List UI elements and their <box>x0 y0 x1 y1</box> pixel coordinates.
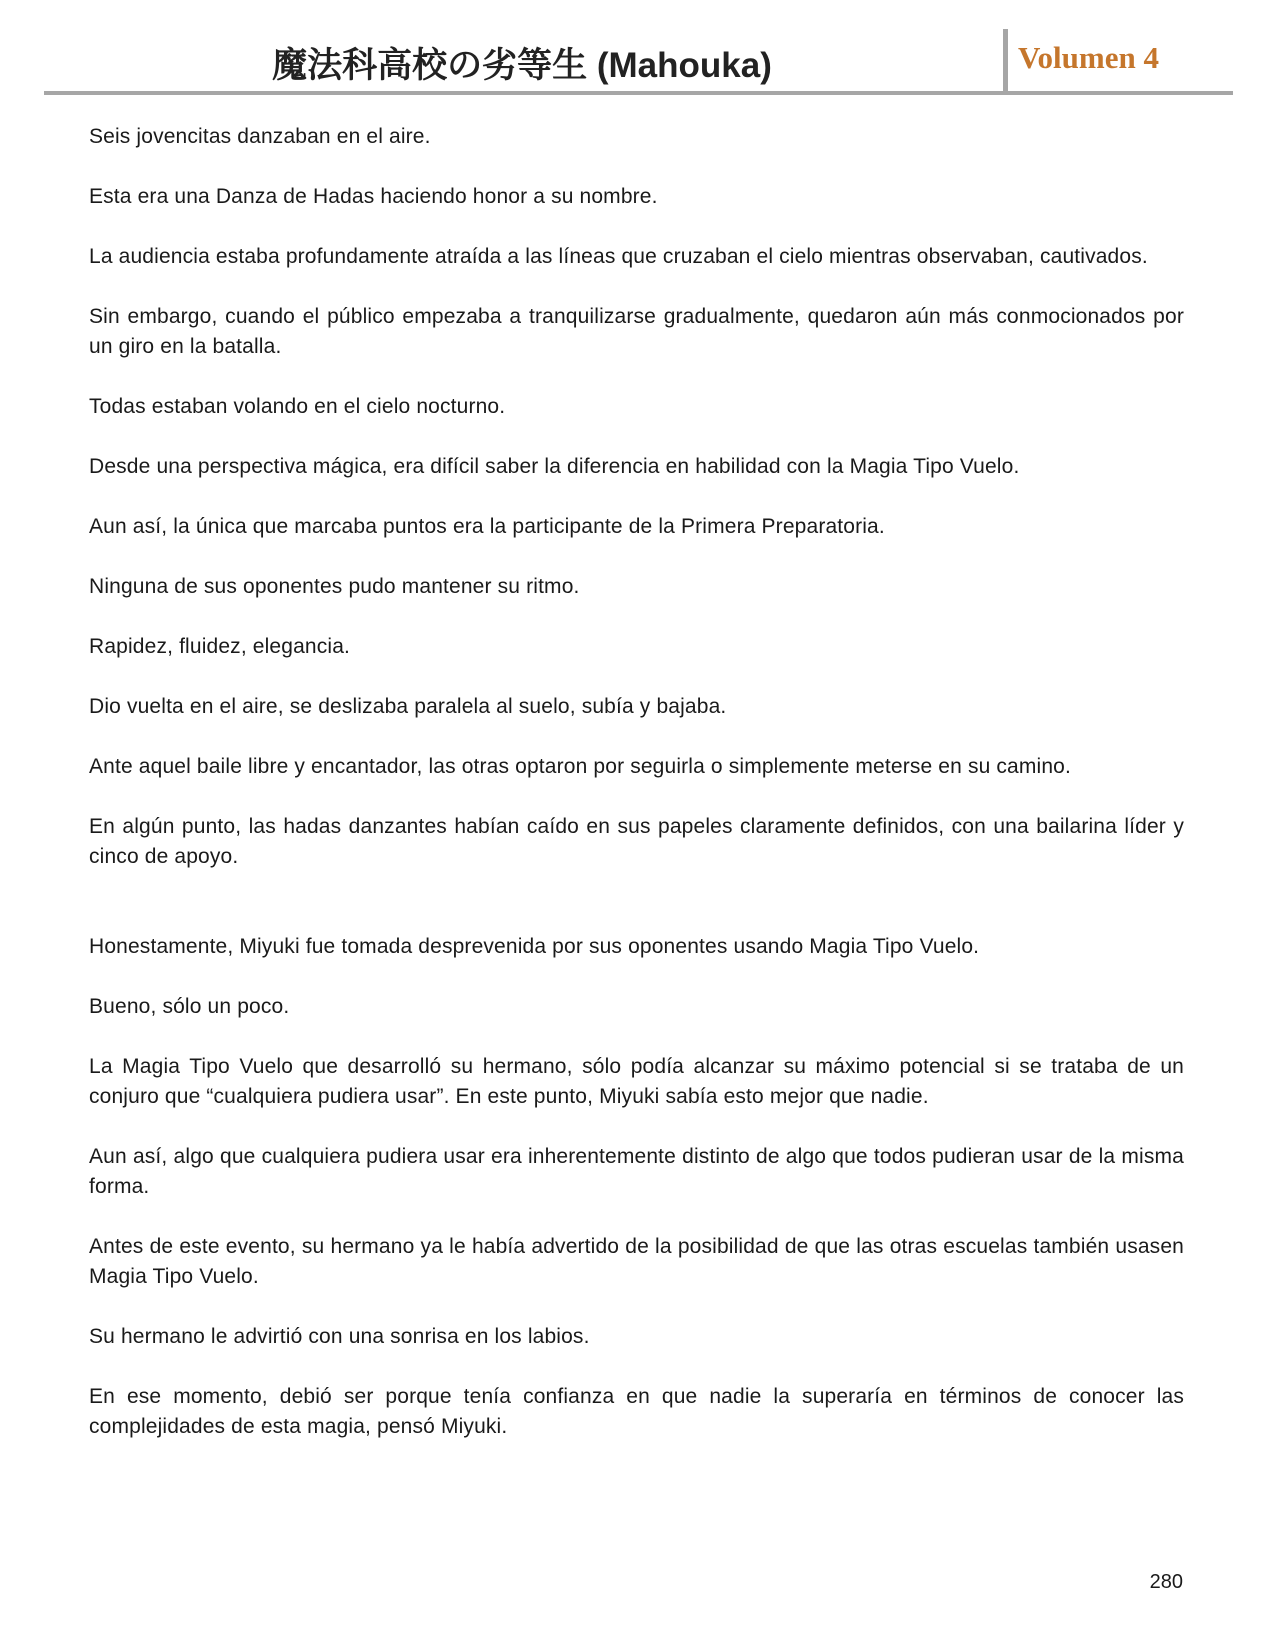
paragraph: Esta era una Danza de Hadas haciendo honor a su nombre. <box>89 185 658 208</box>
paragraph: La Magia Tipo Vuelo que desarrolló su hermano, sólo podía alcanzar su máximo potencial si se trataba de un conjuro que “cualquiera pudiera usar”. En este punto, Miyuki sabía esto mejor que nadie. <box>89 1055 1184 1108</box>
book-title: 魔法科高校の劣等生 (Mahouka) <box>272 46 772 85</box>
page-header <box>0 0 1275 100</box>
paragraph: Antes de este evento, su hermano ya le había advertido de la posibilidad de que las otras escuelas también usasen Magia Tipo Vuelo. <box>89 1235 1184 1288</box>
page-number: 280 <box>1149 1571 1183 1593</box>
page-body <box>89 122 1184 1442</box>
paragraph: Dio vuelta en el aire, se deslizaba paralela al suelo, subía y bajaba. <box>89 695 727 718</box>
paragraph: Ante aquel baile libre y encantador, las otras optaron por seguirla o simplemente meterse en su camino. <box>89 755 1071 778</box>
paragraph: Seis jovencitas danzaban en el aire. <box>89 125 431 148</box>
paragraph: Bueno, sólo un poco. <box>89 995 290 1018</box>
paragraph: Rapidez, fluidez, elegancia. <box>89 635 351 658</box>
paragraph: En algún punto, las hadas danzantes habían caído en sus papeles claramente definidos, con una bailarina líder y cinco de apoyo. <box>89 815 1184 868</box>
paragraph: Desde una perspectiva mágica, era difícil saber la diferencia en habilidad con la Magia Tipo Vuelo. <box>89 455 1020 478</box>
paragraph: Aun así, la única que marcaba puntos era la participante de la Primera Preparatoria. <box>89 515 885 538</box>
paragraph: Aun así, algo que cualquiera pudiera usar era inherentemente distinto de algo que todos pudieran usar de la misma forma. <box>89 1145 1184 1198</box>
header-divider <box>1003 29 1008 94</box>
volume-label: Volumen 4 <box>1018 40 1159 75</box>
paragraph: La audiencia estaba profundamente atraída a las líneas que cruzaban el cielo mientras observaban, cautivados. <box>89 245 1148 268</box>
paragraph: Sin embargo, cuando el público empezaba a tranquilizarse gradualmente, quedaron aún más conmocionados por un giro en la batalla. <box>89 305 1184 358</box>
paragraph: En ese momento, debió ser porque tenía confianza en que nadie la superaría en términos de conocer las complejidades de esta magia, pensó Miyuki. <box>89 1385 1184 1438</box>
header-rule <box>44 91 1233 95</box>
paragraph: Honestamente, Miyuki fue tomada desprevenida por sus oponentes usando Magia Tipo Vuelo. <box>89 935 980 958</box>
paragraph: Su hermano le advirtió con una sonrisa en los labios. <box>89 1325 590 1348</box>
paragraph: Ninguna de sus oponentes pudo mantener su ritmo. <box>89 575 580 598</box>
paragraph: Todas estaban volando en el cielo nocturno. <box>89 395 506 418</box>
